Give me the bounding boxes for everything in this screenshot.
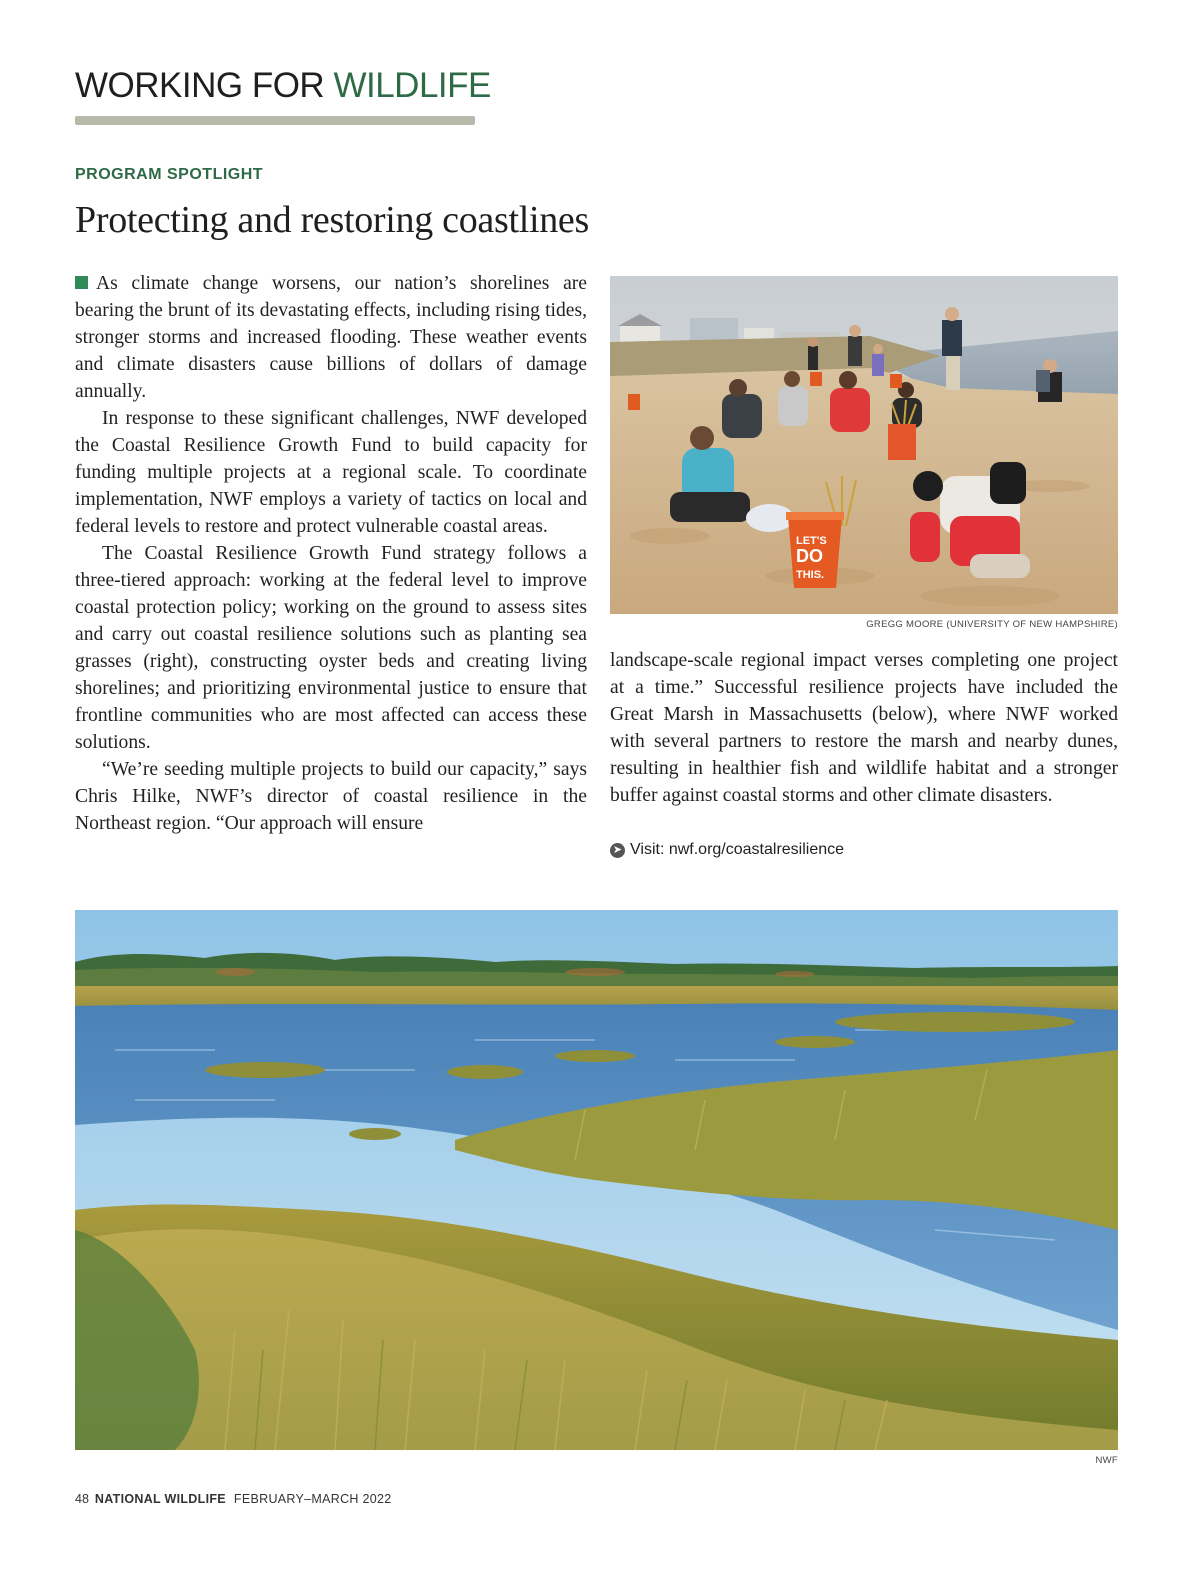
bucket-text-line3: THIS.: [796, 569, 825, 581]
photo-credit-top: GREGG MOORE (UNIVERSITY OF NEW HAMPSHIRE): [866, 619, 1118, 630]
article-column-right: [610, 647, 1118, 809]
arrow-circle-icon: ➤: [610, 843, 625, 858]
bucket-text-line1: LET'S: [796, 535, 827, 547]
photo-credit-bottom: NWF: [1095, 1455, 1118, 1466]
section-title-part1: WORKING FOR: [75, 66, 325, 105]
headline: Protecting and restoring coastlines: [75, 199, 589, 241]
paragraph-2: In response to these significant challenges, NWF developed the Coastal Resilience Growth Fund to build capacity for funding multiple projects at a regional scale. To coordinate implementation, NWF employs a variety of tactics on local and federal levels to restore and protect vulnerable coastal areas.: [75, 408, 587, 537]
page-footer: [75, 1492, 392, 1506]
paragraph-5: landscape-scale regional impact verses completing one project at a time.” Successful resilience projects have included the Great Marsh in Massachusetts (below), where NWF worked with several partners to restore the marsh and nearby dunes, resulting in healthier fish and wildlife habitat and a stronger buffer against coastal storms and other climate disasters.: [610, 650, 1118, 806]
photo-great-marsh: [75, 910, 1118, 1450]
article-column-left: [75, 270, 587, 837]
section-rule: [75, 116, 475, 125]
kicker: PROGRAM SPOTLIGHT: [75, 166, 264, 183]
issue-date: FEBRUARY–MARCH 2022: [233, 1492, 392, 1506]
visit-link-line: [610, 841, 844, 859]
paragraph-1: [75, 270, 587, 405]
section-marker-square-icon: [75, 276, 88, 289]
paragraph-4: “We’re seeding multiple projects to build our capacity,” says Chris Hilke, NWF’s director of coastal resilience in the Northeast region. “Our approach will ensure: [75, 759, 587, 834]
section-title: [75, 66, 491, 106]
paragraph-1-text: As climate change worsens, our nation’s shorelines are bearing the brunt of its devastating effects, including rising tides, stronger storms and increased flooding. These weather events and climate disasters cause billions of dollars of damage annually.: [75, 273, 587, 402]
bucket-text-line2: DO: [796, 546, 823, 566]
section-title-part2: WILDLIFE: [333, 66, 491, 105]
visit-link[interactable]: Visit: nwf.org/coastalresilience: [630, 841, 845, 858]
page-number: 48: [75, 1492, 89, 1506]
publication-name: NATIONAL WILDLIFE: [94, 1492, 226, 1506]
paragraph-3: The Coastal Resilience Growth Fund strategy follows a three-tiered approach: working at the federal level to improve coastal protection policy; working on the ground to assess sites and carry out coastal resilience solutions such as planting sea grasses (right), constructing oyster beds and creating living shorelines; and prioritizing environmental justice to ensure that frontline communities who are most affected can access these solutions.: [75, 543, 587, 753]
photo-volunteers-planting-grass: [610, 276, 1118, 614]
